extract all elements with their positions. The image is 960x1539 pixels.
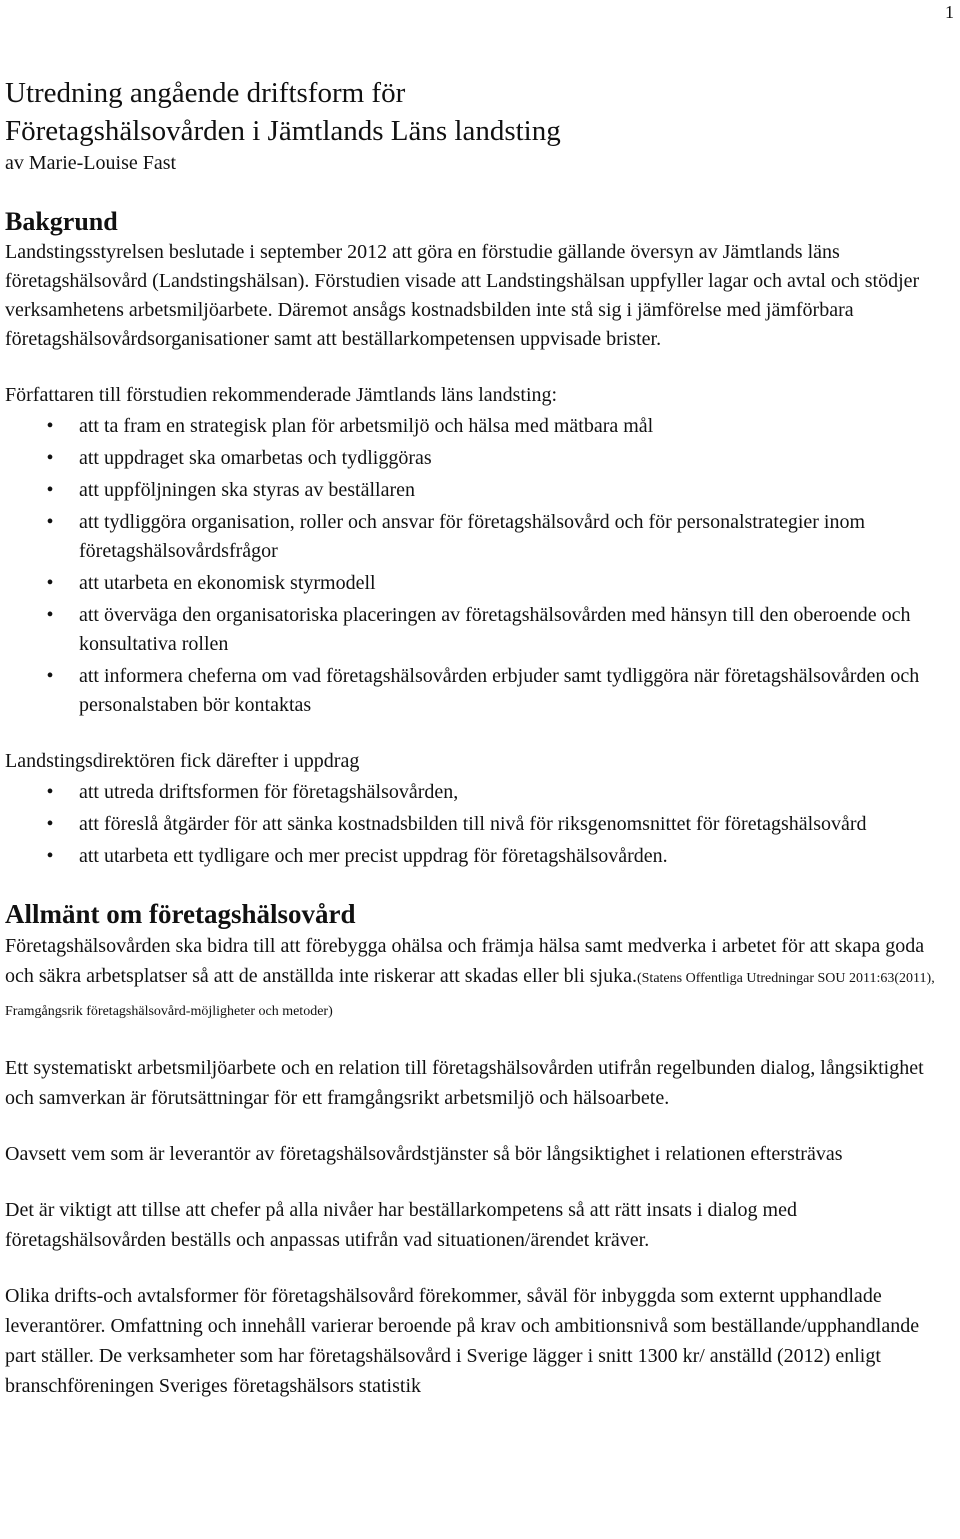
bullet-icon: •	[46, 845, 54, 867]
list-item: • att tydliggöra organisation, roller och ansvar för företagshälsovård och för personalstrategier inom företagshälsovårdsfrågor	[5, 508, 955, 566]
allmant-paragraph-2: Ett systematiskt arbetsmiljöarbete och en relation till företagshälsovården utifrån regelbunden dialog, långsiktighet och samverkan är förutsättningar för ett framgångsrikt arbetsmiljö och hälsoarbete.	[5, 1057, 924, 1109]
allmant-paragraph-5: Olika drifts-och avtalsformer för företagshälsovård förekommer, såväl för inbyggda som externt upphandlade leverantörer. Omfattning och innehåll varierar beroende på krav och ambitionsnivå som beställande/upphandlande part ställer. De verksamheter som har företagshälsovård i Sverige lägger i snitt 1300 kr/ anställd (2012) enligt branschföreningen Sveriges företagshälsors statistik	[5, 1285, 920, 1397]
assignment-intro: Landstingsdirektören fick därefter i uppdrag	[5, 750, 360, 772]
allmant-paragraph-4: Det är viktigt att tillse att chefer på alla nivåer har beställarkompetens så att rätt insats i dialog med företagshälsovården beställs och anpassas utifrån vad situationen/ärendet kräver.	[5, 1199, 797, 1251]
allmant-p1-text: Företagshälsovården ska bidra till att förebygga ohälsa och främja hälsa samt medverka i arbetet för att skapa goda och säkra arbetsplatser så att de anställda inte riskerar att skadas eller bli sjuka.	[5, 935, 925, 987]
recommendations-list	[5, 412, 955, 720]
heading-allmant: Allmänt om företagshälsovård	[5, 899, 356, 929]
list-item: • att ta fram en strategisk plan för arbetsmiljö och hälsa med mätbara mål	[5, 412, 955, 441]
recommend-intro: Författaren till förstudien rekommenderade Jämtlands läns landsting:	[5, 384, 558, 406]
bullet-icon: •	[46, 447, 54, 469]
bullet-icon: •	[46, 479, 54, 501]
document-content	[5, 74, 955, 1401]
heading-bakgrund: Bakgrund	[5, 207, 118, 236]
assignments-list	[5, 778, 955, 871]
list-item: • att uppdraget ska omarbetas och tydliggöras	[5, 444, 955, 473]
list-item: • att föreslå åtgärder för att sänka kostnadsbilden till nivå för riksgenomsnittet för företagshälsovård	[5, 810, 955, 839]
page-number: 1	[945, 2, 954, 22]
list-item: • att informera cheferna om vad företagshälsovården erbjuder samt tydliggöra när företagshälsovården och personalstaben bör kontaktas	[5, 662, 955, 720]
bullet-icon: •	[46, 781, 54, 803]
document-author: av Marie-Louise Fast	[5, 152, 177, 174]
allmant-paragraph-1	[5, 931, 955, 1027]
list-item: • att utreda driftsformen för företagshälsovården,	[5, 778, 955, 807]
list-item: • att överväga den organisatoriska placeringen av företagshälsovården med hänsyn till den oberoende och konsultativa rollen	[5, 601, 955, 659]
bullet-icon: •	[46, 572, 54, 594]
bullet-icon: •	[46, 415, 54, 437]
bullet-icon: •	[46, 665, 54, 687]
list-item: • att utarbeta ett tydligare och mer precist uppdrag för företagshälsovården.	[5, 842, 955, 871]
bullet-icon: •	[46, 813, 54, 835]
allmant-p1-reference: (Statens Offentliga Utredningar SOU 2011:63(2011), Framgångsrik företagshälsovård-möjligheter och metoder)	[5, 971, 935, 1019]
title-line-1: Utredning angående driftsform för	[5, 77, 406, 109]
bakgrund-paragraph: Landstingsstyrelsen beslutade i september 2012 att göra en förstudie gällande översyn av Jämtlands läns företagshälsovård (Landstingshälsan). Förstudien visade att Landstingshälsan uppfyller lagar och avtal och stödjer verksamhetens arbetsmiljöarbete. Däremot ansågs kostnadsbilden inte stå sig i jämförelse med jämförbara företagshälsovårdsorganisationer samt att beställarkompetensen uppvisade brister.	[5, 241, 920, 350]
allmant-paragraph-3: Oavsett vem som är leverantör av företagshälsovårdstjänster så bör långsiktighet i relationen eftersträvas	[5, 1143, 843, 1165]
list-item: • att uppföljningen ska styras av beställaren	[5, 476, 955, 505]
title-line-2: Företagshälsovården i Jämtlands Läns landsting	[5, 115, 561, 147]
bullet-icon: •	[46, 511, 54, 533]
bullet-icon: •	[46, 604, 54, 626]
document-title	[5, 74, 955, 150]
list-item: • att utarbeta en ekonomisk styrmodell	[5, 569, 955, 598]
